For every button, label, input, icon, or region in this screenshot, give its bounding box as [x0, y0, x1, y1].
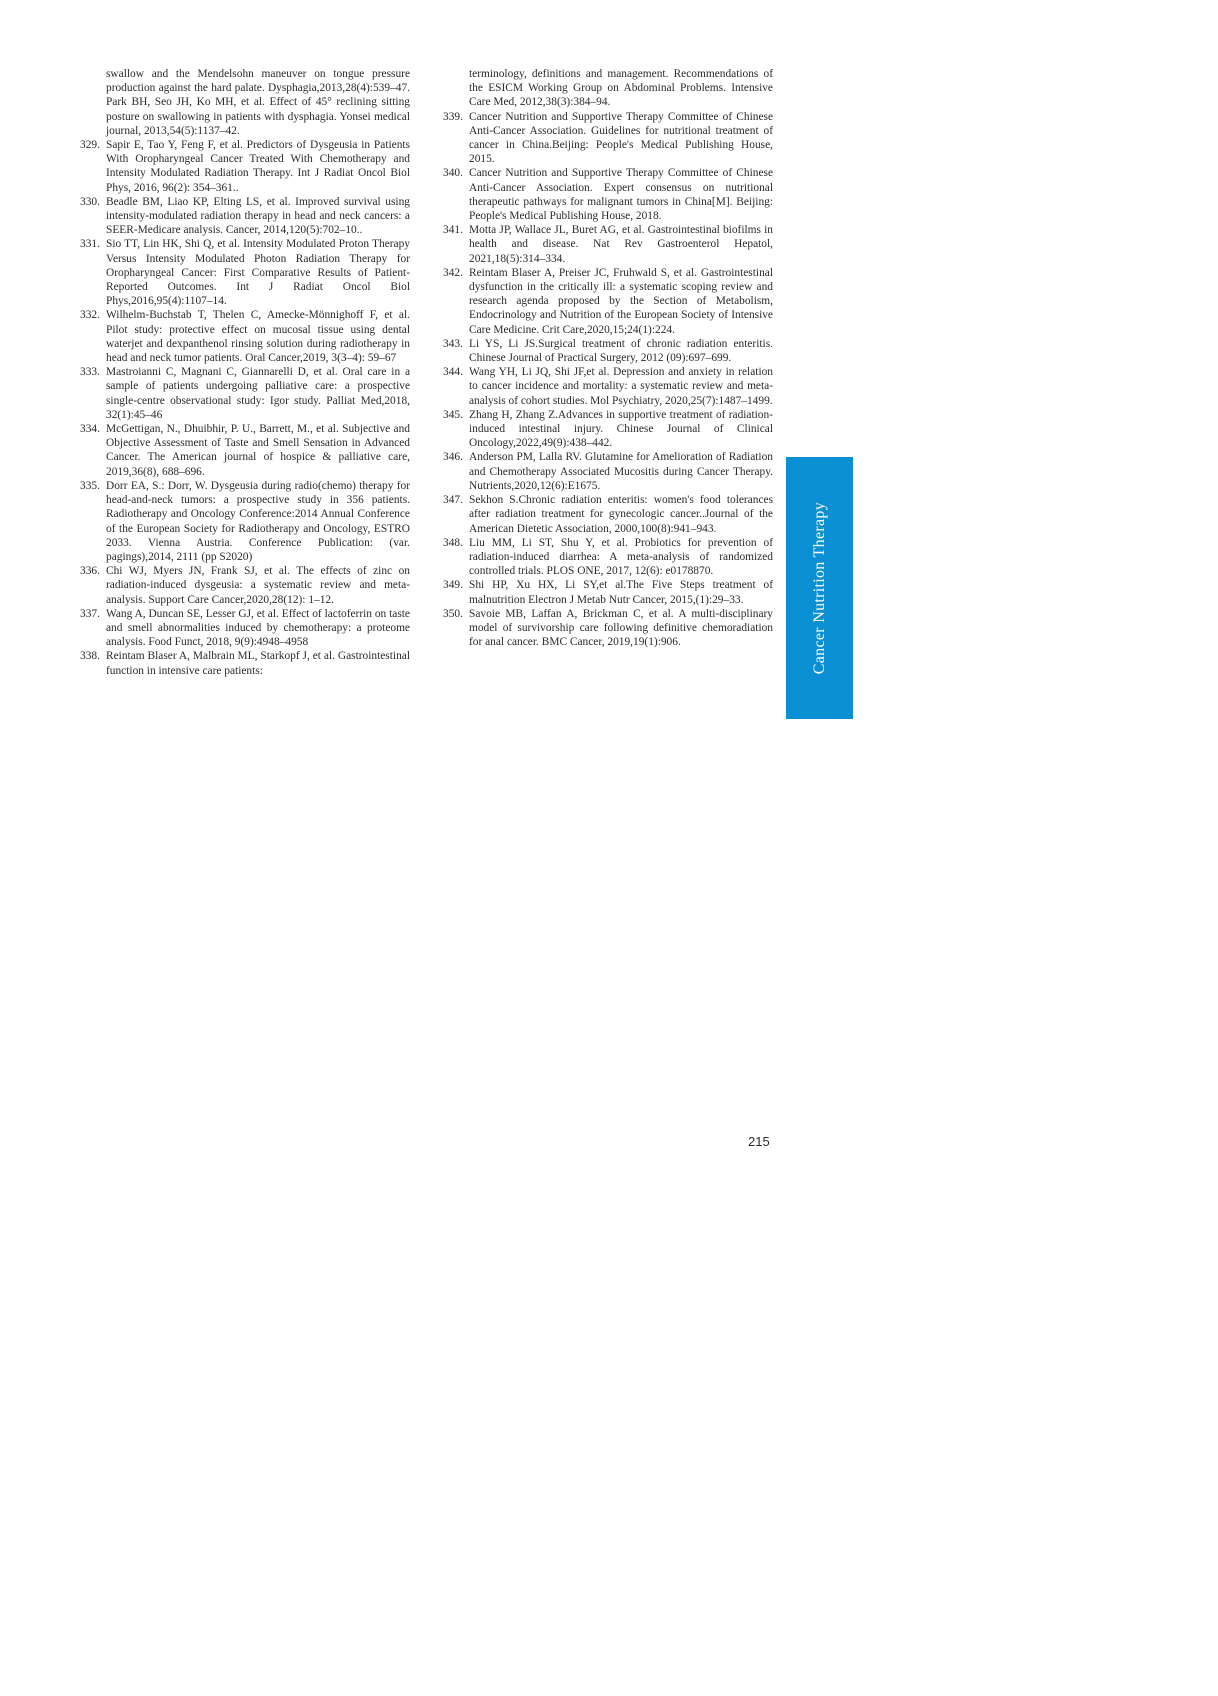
reference-text: swallow and the Mendelsohn maneuver on tongue pressure production against the hard palate. Dysphagia,2013,28(4):539–47. Park BH, Seo JH, Ko MH, et al. Effect of 45° reclining sitting posture on swallowing in patients with dysphagia. Yonsei medical journal, 2013,54(5):1137–42.	[106, 68, 410, 137]
reference-number: 332.	[80, 309, 100, 322]
reference-number: 330.	[80, 195, 100, 208]
reference-number: 346.	[443, 451, 463, 464]
reference-number: 343.	[443, 337, 463, 350]
reference-number: 347.	[443, 494, 463, 507]
reference-item	[80, 422, 410, 479]
reference-number: 341.	[443, 224, 463, 237]
reference-item	[443, 67, 773, 110]
reference-text: Sio TT, Lin HK, Shi Q, et al. Intensity Modulated Proton Therapy Versus Intensity Modulated Photon Radiation Therapy for Oropharyngeal Cancer: First Comparative Results of Patient-Reported Outcomes. Int J Radiat Oncol Biol Phys,2016,95(4):1107–14.	[106, 238, 410, 308]
reference-text: Cancer Nutrition and Supportive Therapy Committee of Chinese Anti-Cancer Association. Guidelines for nutritional treatment of cancer in China.Beijing: People's Medical Publishing House, 2015.	[469, 110, 773, 166]
reference-item	[443, 266, 773, 337]
reference-number: 345.	[443, 408, 463, 421]
reference-item	[443, 493, 773, 536]
reference-item	[443, 365, 773, 408]
reference-item	[443, 408, 773, 451]
reference-text: Chi WJ, Myers JN, Frank SJ, et al. The effects of zinc on radiation-induced dysgeusia: a systematic review and meta-analysis. Support Care Cancer,2020,28(12): 1–12.	[106, 565, 410, 606]
reference-item	[443, 337, 773, 365]
reference-number: 331.	[80, 238, 100, 251]
reference-text: Dorr EA, S.: Dorr, W. Dysgeusia during radio(chemo) therapy for head-and-neck tumors: a prospective study in 356 patients. Radiotherapy and Oncology Conference:2014 Annual Conference of the European Society for Radiotherapy and Oncology, ESTRO 2033. Vienna Austria. Conference Publication: (var. pagings),2014, 2111 (pp S2020)	[106, 479, 410, 563]
reference-number: 349.	[443, 579, 463, 592]
reference-text: Sekhon S.Chronic radiation enteritis: women's food tolerances after radiation treatment for gynecologic cancer..Journal of the American Dietetic Association, 2000,100(8):941–943.	[469, 494, 773, 535]
reference-item	[443, 578, 773, 606]
reference-text: Wang YH, Li JQ, Shi JF,et al. Depression and anxiety in relation to cancer incidence and mortality: a systematic review and meta-analysis of cohort studies. Mol Psychiatry, 2020,25(7):1487–1499.	[469, 366, 773, 407]
reference-item	[80, 479, 410, 564]
reference-text: Wilhelm-Buchstab T, Thelen C, Amecke-Mönnighoff F, et al. Pilot study: protective effect on mucosal tissue using dental waterjet and dexpanthenol rinsing solution during radiotherapy in head and neck tumor patients. Oral Cancer,2019, 3(3–4): 59–67	[106, 309, 410, 365]
reference-text: McGettigan, N., Dhuibhir, P. U., Barrett, M., et al. Subjective and Objective Assessment of Taste and Smell Sensation in Advanced Cancer. The American journal of hospice & palliative care, 2019,36(8), 688–696.	[106, 423, 410, 478]
reference-item	[80, 138, 410, 195]
reference-number: 340.	[443, 167, 463, 180]
reference-item	[80, 67, 410, 138]
reference-item	[80, 564, 410, 607]
reference-text: Liu MM, Li ST, Shu Y, et al. Probiotics for prevention of radiation-induced diarrhea: A meta-analysis of randomized controlled trials. PLOS ONE, 2017, 12(6): e0178870.	[469, 536, 773, 578]
reference-item	[80, 308, 410, 365]
section-side-tab	[786, 457, 853, 719]
reference-item	[80, 607, 410, 650]
reference-text: terminology, definitions and management. Recommendations of the ESICM Working Group on Abdominal Problems. Intensive Care Med, 2012,38(3):384–94.	[469, 68, 773, 109]
reference-text: Savoie MB, Laffan A, Brickman C, et al. A multi-disciplinary model of survivorship care following definitive chemoradiation for anal cancer. BMC Cancer, 2019,19(1):906.	[469, 607, 773, 649]
reference-text: Mastroianni C, Magnani C, Giannarelli D, et al. Oral care in a sample of patients undergoing palliative care: a prospective single-centre observational study: Igor study. Palliat Med,2018, 32(1):45–46	[106, 366, 410, 421]
reference-number: 348.	[443, 536, 463, 549]
reference-item	[443, 607, 773, 650]
reference-number: 329.	[80, 139, 100, 152]
reference-number: 339.	[443, 110, 463, 123]
reference-text: Anderson PM, Lalla RV. Glutamine for Amelioration of Radiation and Chemotherapy Associated Mucositis during Cancer Therapy. Nutrients,2020,12(6):E1675.	[469, 451, 773, 492]
reference-text: Reintam Blaser A, Preiser JC, Fruhwald S, et al. Gastrointestinal dysfunction in the critically ill: a systematic scoping review and research agenda proposed by the Section of Metabolism, Endocrinology and Nutrition of the European Society of Intensive Care Medicine. Crit Care,2020,15;24(1):224.	[469, 266, 773, 336]
reference-item	[80, 365, 410, 422]
reference-text: Zhang H, Zhang Z.Advances in supportive treatment of radiation-induced intestinal injury. Chinese Journal of Clinical Oncology,2022,49(9):438–442.	[469, 408, 773, 450]
reference-text: Shi HP, Xu HX, Li SY,et al.The Five Steps treatment of malnutrition Electron J Metab Nutr Cancer, 2015,(1):29–33.	[469, 579, 773, 606]
reference-number: 333.	[80, 366, 100, 379]
reference-number: 342.	[443, 266, 463, 279]
reference-item	[443, 223, 773, 266]
reference-text: Beadle BM, Liao KP, Elting LS, et al. Improved survival using intensity-modulated radiation therapy in head and neck cancers: a SEER-Medicare analysis. Cancer, 2014,120(5):702–10..	[106, 195, 410, 237]
reference-item	[443, 110, 773, 167]
reference-number: 350.	[443, 607, 463, 620]
reference-number: 334.	[80, 423, 100, 436]
references-right-column	[443, 67, 773, 649]
reference-number: 338.	[80, 650, 100, 663]
reference-number: 344.	[443, 366, 463, 379]
reference-item	[443, 450, 773, 493]
reference-text: Li YS, Li JS.Surgical treatment of chronic radiation enteritis. Chinese Journal of Practical Surgery, 2012 (09):697–699.	[469, 337, 773, 365]
reference-item	[80, 649, 410, 677]
reference-number: 336.	[80, 565, 100, 578]
reference-text: Motta JP, Wallace JL, Buret AG, et al. Gastrointestinal biofilms in health and disease. Nat Rev Gastroenterol Hepatol, 2021,18(5):314–334.	[469, 224, 773, 265]
reference-text: Cancer Nutrition and Supportive Therapy Committee of Chinese Anti-Cancer Association. Expert consensus on nutritional therapeutic pathways for malignant tumors in China[M]. Beijing: People's Medical Publishing House, 2018.	[469, 167, 773, 223]
section-side-tab-label: Cancer Nutrition Therapy	[810, 501, 828, 675]
page-number: 215	[748, 1134, 770, 1149]
reference-text: Wang A, Duncan SE, Lesser GJ, et al. Effect of lactoferrin on taste and smell abnormalities induced by chemotherapy: a proteome analysis. Food Funct, 2018, 9(9):4948–4958	[106, 607, 410, 649]
reference-text: Reintam Blaser A, Malbrain ML, Starkopf J, et al. Gastrointestinal function in intensive care patients:	[106, 650, 410, 677]
references-left-column	[80, 67, 410, 678]
reference-item	[80, 237, 410, 308]
reference-item	[443, 166, 773, 223]
reference-text: Sapir E, Tao Y, Feng F, et al. Predictors of Dysgeusia in Patients With Oropharyngeal Cancer Treated With Chemotherapy and Intensity Modulated Radiation Therapy. Int J Radiat Oncol Biol Phys, 2016, 96(2): 354–361..	[106, 139, 410, 194]
reference-item	[80, 195, 410, 238]
reference-number: 337.	[80, 607, 100, 620]
reference-item	[443, 536, 773, 579]
reference-number: 335.	[80, 479, 100, 492]
